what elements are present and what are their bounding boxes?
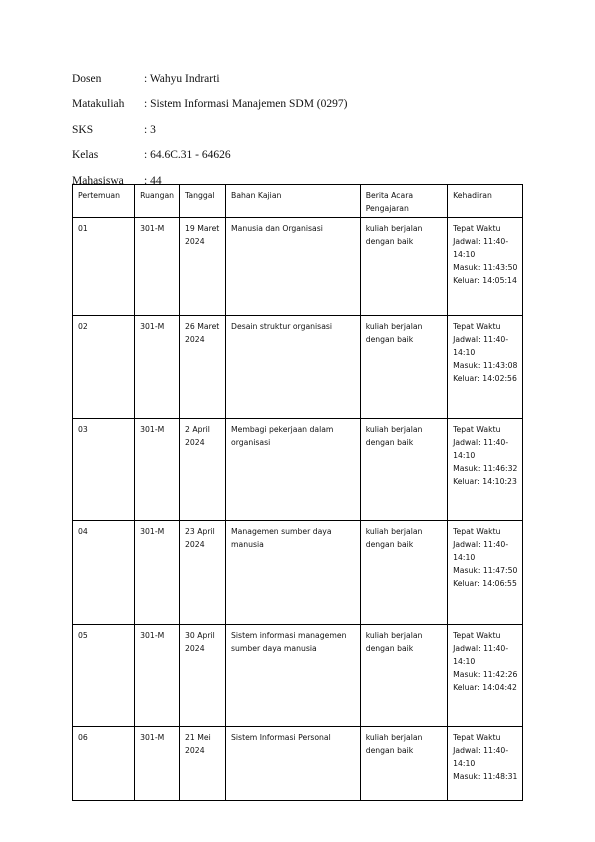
cell-bahan-kajian: Membagi pekerjaan dalam organisasi (226, 419, 361, 521)
table-row (73, 218, 523, 316)
cell-bahan-kajian: Managemen sumber daya manusia (226, 521, 361, 625)
kehadiran-masuk: Masuk: 11:48:31 (453, 772, 518, 781)
kehadiran-jadwal: Jadwal: 11:40-14:10 (453, 335, 509, 357)
cell-pertemuan: 06 (73, 727, 135, 801)
kehadiran-keluar: Keluar: 14:10:23 (453, 477, 517, 486)
column-header: Bahan Kajian (226, 185, 361, 218)
cell-tanggal: 30 April 2024 (180, 625, 226, 727)
table-row (73, 625, 523, 727)
cell-pertemuan: 04 (73, 521, 135, 625)
cell-kehadiran (448, 419, 523, 521)
cell-ruangan: 301-M (135, 521, 180, 625)
kehadiran-jadwal: Jadwal: 11:40-14:10 (453, 438, 509, 460)
cell-ruangan: 301-M (135, 419, 180, 521)
cell-pertemuan: 05 (73, 625, 135, 727)
cell-berita-acara: kuliah berjalan dengan baik (360, 218, 447, 316)
cell-bahan-kajian: Sistem Informasi Personal (226, 727, 361, 801)
table-row (73, 419, 523, 521)
cell-pertemuan: 01 (73, 218, 135, 316)
cell-kehadiran (448, 218, 523, 316)
column-header: Kehadiran (448, 185, 523, 218)
column-header: Berita Acara Pengajaran (360, 185, 447, 218)
cell-kehadiran (448, 727, 523, 801)
info-label: Mahasiswa (72, 174, 124, 187)
kehadiran-status: Tepat Waktu (453, 322, 501, 331)
kehadiran-status: Tepat Waktu (453, 425, 501, 434)
cell-bahan-kajian: Sistem informasi managemen sumber daya manusia (226, 625, 361, 727)
table-row (73, 521, 523, 625)
cell-berita-acara: kuliah berjalan dengan baik (360, 625, 447, 727)
cell-berita-acara: kuliah berjalan dengan baik (360, 521, 447, 625)
cell-kehadiran (448, 521, 523, 625)
kehadiran-jadwal: Jadwal: 11:40-14:10 (453, 237, 509, 259)
info-value: : Wahyu Indrarti (144, 72, 220, 85)
info-label: Matakuliah (72, 98, 125, 111)
info-label: SKS (72, 123, 94, 136)
cell-berita-acara: kuliah berjalan dengan baik (360, 727, 447, 801)
cell-berita-acara: kuliah berjalan dengan baik (360, 316, 447, 419)
kehadiran-masuk: Masuk: 11:46:32 (453, 464, 518, 473)
info-value: : 3 (144, 123, 156, 136)
info-label: Kelas (72, 149, 99, 162)
kehadiran-status: Tepat Waktu (453, 224, 501, 233)
info-value: : 64.6C.31 - 64626 (144, 149, 231, 162)
cell-ruangan: 301-M (135, 316, 180, 419)
cell-pertemuan: 02 (73, 316, 135, 419)
info-label: Dosen (72, 72, 102, 85)
cell-ruangan: 301-M (135, 625, 180, 727)
kehadiran-masuk: Masuk: 11:47:50 (453, 566, 518, 575)
info-value: : Sistem Informasi Manajemen SDM (0297) (144, 98, 348, 111)
cell-kehadiran (448, 316, 523, 419)
cell-bahan-kajian: Manusia dan Organisasi (226, 218, 361, 316)
cell-kehadiran (448, 625, 523, 727)
table-row (73, 727, 523, 801)
info-row-sks (72, 117, 532, 143)
kehadiran-status: Tepat Waktu (453, 733, 501, 742)
kehadiran-jadwal: Jadwal: 11:40-14:10 (453, 746, 509, 768)
cell-pertemuan: 03 (73, 419, 135, 521)
course-info (72, 66, 532, 194)
info-row-dosen (72, 66, 532, 92)
cell-ruangan: 301-M (135, 218, 180, 316)
cell-tanggal: 26 Maret 2024 (180, 316, 226, 419)
column-header: Tanggal (180, 185, 226, 218)
table-header-row (73, 185, 523, 218)
cell-ruangan: 301-M (135, 727, 180, 801)
kehadiran-masuk: Masuk: 11:43:08 (453, 361, 518, 370)
kehadiran-keluar: Keluar: 14:05:14 (453, 276, 517, 285)
cell-bahan-kajian: Desain struktur organisasi (226, 316, 361, 419)
kehadiran-keluar: Keluar: 14:04:42 (453, 683, 517, 692)
attendance-table (72, 184, 523, 801)
kehadiran-masuk: Masuk: 11:43:50 (453, 263, 518, 272)
kehadiran-keluar: Keluar: 14:06:55 (453, 579, 517, 588)
kehadiran-jadwal: Jadwal: 11:40-14:10 (453, 644, 509, 666)
column-header: Pertemuan (73, 185, 135, 218)
table-row (73, 316, 523, 419)
info-value: : 44 (144, 174, 162, 187)
cell-tanggal: 23 April 2024 (180, 521, 226, 625)
cell-berita-acara: kuliah berjalan dengan baik (360, 419, 447, 521)
kehadiran-status: Tepat Waktu (453, 527, 501, 536)
column-header: Ruangan (135, 185, 180, 218)
cell-tanggal: 21 Mei 2024 (180, 727, 226, 801)
cell-tanggal: 2 April 2024 (180, 419, 226, 521)
info-row-kelas (72, 143, 532, 169)
cell-tanggal: 19 Maret 2024 (180, 218, 226, 316)
kehadiran-keluar: Keluar: 14:02:56 (453, 374, 517, 383)
info-row-matakuliah (72, 92, 532, 118)
kehadiran-status: Tepat Waktu (453, 631, 501, 640)
kehadiran-jadwal: Jadwal: 11:40-14:10 (453, 540, 509, 562)
kehadiran-masuk: Masuk: 11:42:26 (453, 670, 518, 679)
